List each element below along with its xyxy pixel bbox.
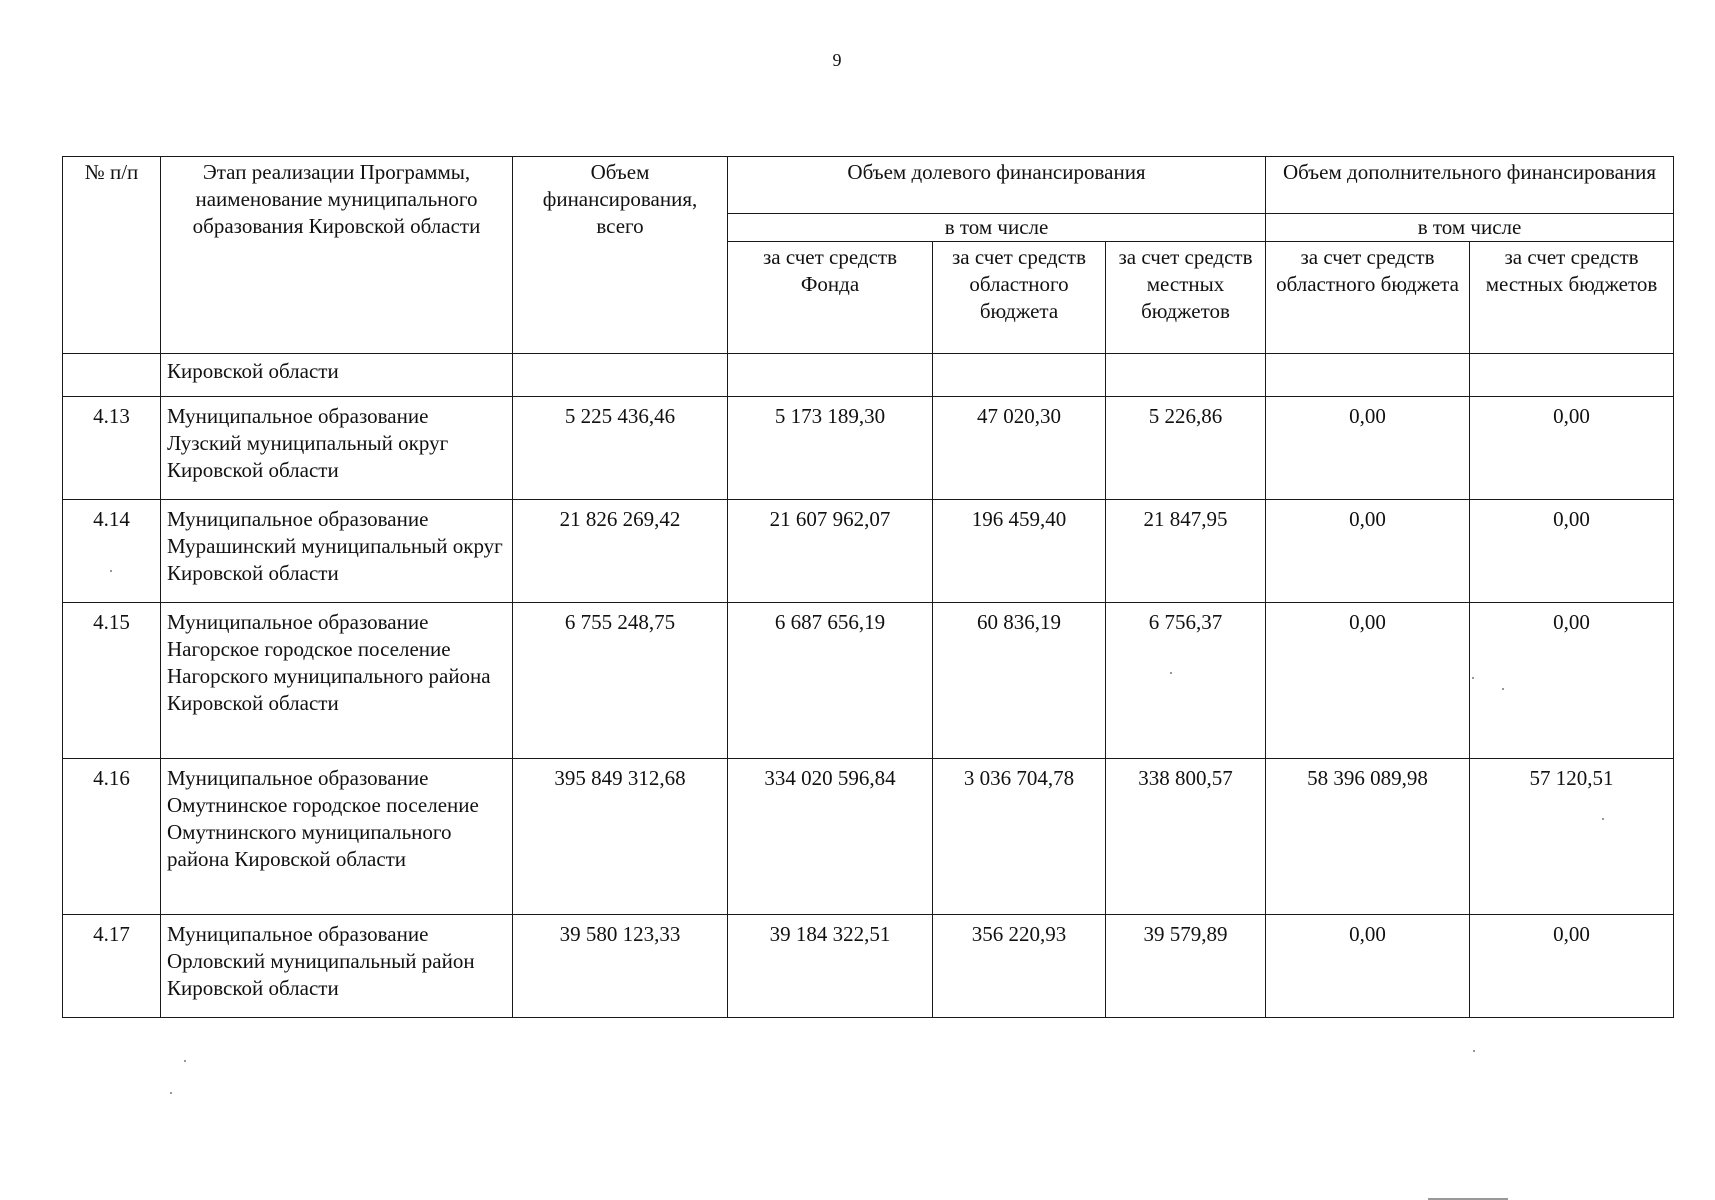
header-group-additional: Объем дополнительного финансирования [1266,157,1674,214]
cell-add-local: 57 120,51 [1470,759,1674,915]
scan-speck [170,1092,172,1094]
header-row-1 [63,157,1674,214]
scan-speck [1502,688,1504,690]
cell-add-regional [1266,354,1470,397]
cell-add-local: 0,00 [1470,500,1674,603]
cell-add-regional: 58 396 089,98 [1266,759,1470,915]
cell-local: 39 579,89 [1106,915,1266,1018]
cell-add-local: 0,00 [1470,397,1674,500]
cell-name: Муниципальное образование Орловский муниципальный район Кировской области [161,915,513,1018]
header-col-total: Объем финансирования, всего [513,157,728,354]
table-row [63,915,1674,1018]
cell-name: Муниципальное образование Нагорское городское поселение Нагорского муниципального района Кировской области [161,603,513,759]
cell-fund: 6 687 656,19 [728,603,933,759]
scan-line [1428,1198,1508,1200]
header-incl-additional: в том числе [1266,214,1674,242]
header-group-share: Объем долевого финансирования [728,157,1266,214]
cell-local: 6 756,37 [1106,603,1266,759]
table-row [63,603,1674,759]
header-add-local: за счет средств местных бюджетов [1470,242,1674,354]
cell-no: 4.17 [63,915,161,1018]
scan-speck [110,570,112,572]
cell-fund: 39 184 322,51 [728,915,933,1018]
cell-fund: 5 173 189,30 [728,397,933,500]
cell-no: 4.15 [63,603,161,759]
table-row [63,397,1674,500]
table-row [63,759,1674,915]
cell-name: Муниципальное образование Лузский муниципальный округ Кировской области [161,397,513,500]
header-incl-share: в том числе [728,214,1266,242]
header-share-fund: за счет средств Фонда [728,242,933,354]
scan-speck [1170,672,1172,674]
cell-add-regional: 0,00 [1266,397,1470,500]
cell-fund: 21 607 962,07 [728,500,933,603]
scan-speck [1472,677,1474,679]
cell-regional: 47 020,30 [933,397,1106,500]
cell-add-local: 0,00 [1470,603,1674,759]
cell-add-local [1470,354,1674,397]
cell-fund [728,354,933,397]
cell-regional [933,354,1106,397]
cell-total: 21 826 269,42 [513,500,728,603]
cell-no: 4.16 [63,759,161,915]
cell-regional: 196 459,40 [933,500,1106,603]
cell-no [63,354,161,397]
cell-local [1106,354,1266,397]
financing-table [62,156,1674,1018]
cell-name: Муниципальное образование Мурашинский муниципальный округ Кировской области [161,500,513,603]
cell-local: 5 226,86 [1106,397,1266,500]
cell-regional: 356 220,93 [933,915,1106,1018]
cell-fund: 334 020 596,84 [728,759,933,915]
header-share-local: за счет средств местных бюджетов [1106,242,1266,354]
cell-total: 39 580 123,33 [513,915,728,1018]
header-share-regional: за счет средств областного бюджета [933,242,1106,354]
cell-total: 5 225 436,46 [513,397,728,500]
cell-add-regional: 0,00 [1266,500,1470,603]
cell-regional: 3 036 704,78 [933,759,1106,915]
scan-speck [1473,1050,1475,1052]
cell-no: 4.13 [63,397,161,500]
cell-name: Кировской области [161,354,513,397]
cell-total: 395 849 312,68 [513,759,728,915]
scan-speck [184,1060,186,1062]
continuation-row [63,354,1674,397]
scan-speck [1602,818,1604,820]
header-col-stage: Этап реализации Программы, наименование муниципального образования Кировской области [161,157,513,354]
cell-regional: 60 836,19 [933,603,1106,759]
table-row [63,500,1674,603]
cell-name: Муниципальное образование Омутнинское городское поселение Омутнинского муниципального района Кировской области [161,759,513,915]
cell-add-regional: 0,00 [1266,603,1470,759]
cell-local: 338 800,57 [1106,759,1266,915]
cell-total: 6 755 248,75 [513,603,728,759]
cell-total [513,354,728,397]
cell-add-local: 0,00 [1470,915,1674,1018]
header-add-regional: за счет средств областного бюджета [1266,242,1470,354]
cell-add-regional: 0,00 [1266,915,1470,1018]
page-number: 9 [832,50,842,70]
cell-no: 4.14 [63,500,161,603]
header-col-no: № п/п [63,157,161,354]
cell-local: 21 847,95 [1106,500,1266,603]
